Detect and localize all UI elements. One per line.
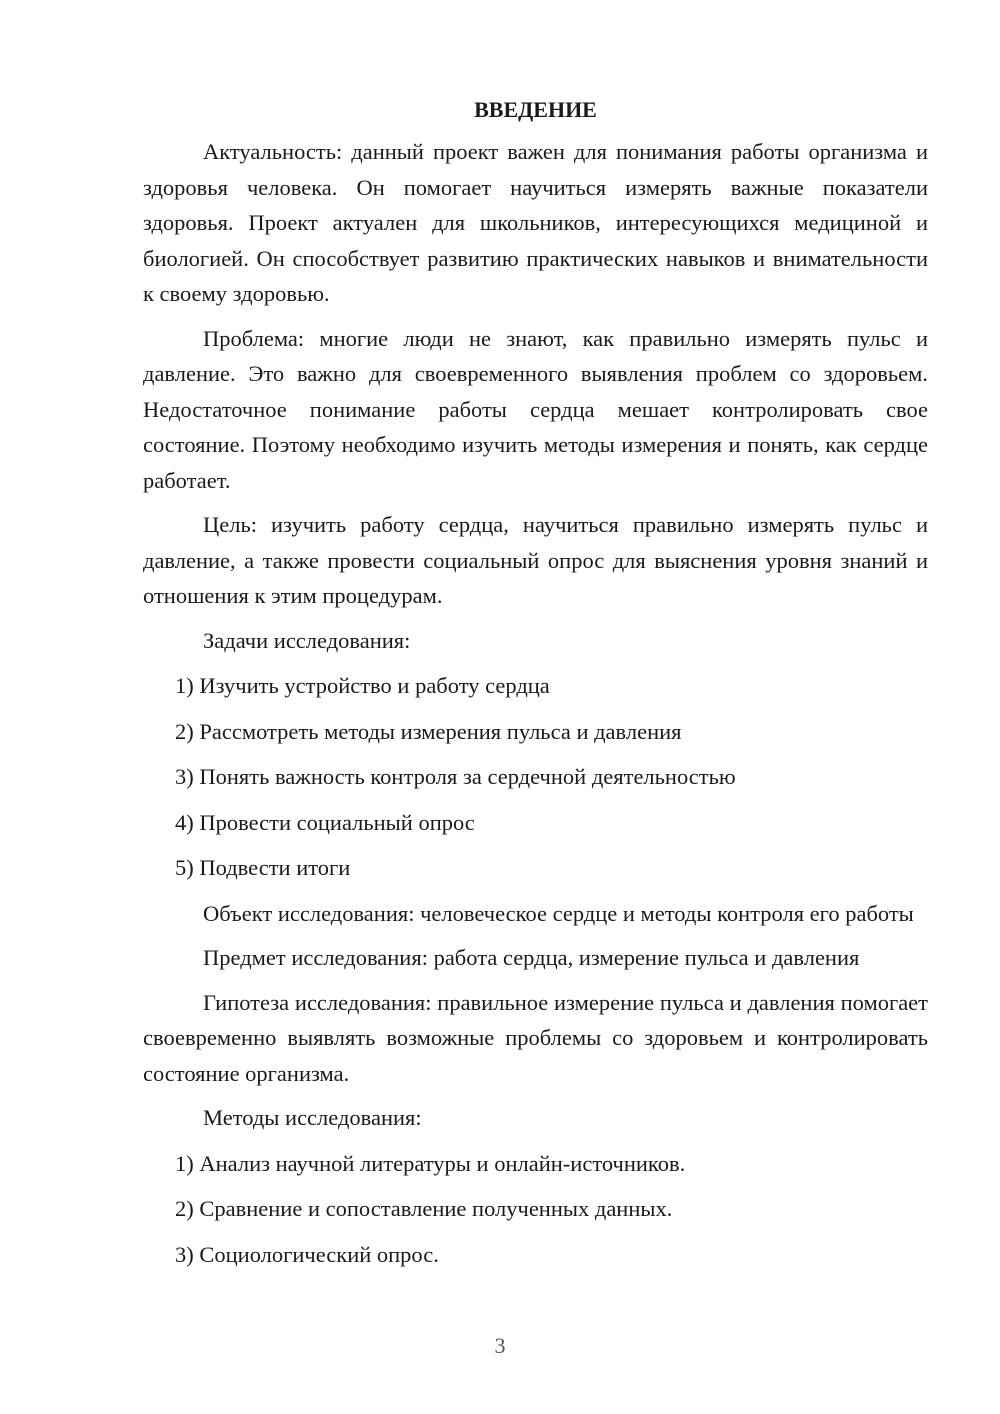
tasks-list — [143, 668, 928, 886]
tasks-heading: Задачи исследования: — [203, 627, 411, 653]
method-item: 2) Сравнение и сопоставление полученных данных. — [175, 1196, 673, 1221]
page-content — [143, 94, 928, 1282]
page-number: 3 — [494, 1333, 506, 1358]
problem-paragraph: Проблема: многие люди не знают, как правильно измерять пульс и давление. Это важно для своевременного выявления проблем со здоровьем. Недостаточное понимание работы сердца мешает контролировать свое состояние. Поэтому необходимо изучить методы измерения и понять, как сердце работает. — [143, 325, 928, 493]
task-item: 2) Рассмотреть методы измерения пульса и давления — [175, 718, 682, 744]
methods-heading: Методы исследования: — [203, 1105, 422, 1130]
task-item: 5) Подвести итоги — [175, 855, 351, 880]
methods-list — [143, 1146, 928, 1273]
task-item: 1) Изучить устройство и работу сердца — [175, 673, 550, 698]
object-paragraph: Объект исследования: человеческое сердце и методы контроля его работы — [203, 900, 914, 926]
section-title: ВВЕДЕНИЕ — [474, 97, 597, 122]
method-item: 1) Анализ научной литературы и онлайн-источников. — [175, 1150, 686, 1176]
subject-paragraph: Предмет исследования: работа сердца, измерение пульса и давления — [203, 945, 860, 970]
task-item: 4) Провести социальный опрос — [175, 809, 475, 835]
goal-paragraph: Цель: изучить работу сердца, научиться правильно измерять пульс и давление, а также провести социальный опрос для выяснения уровня знаний и отношения к этим процедурам. — [143, 512, 928, 608]
hypothesis-paragraph: Гипотеза исследования: правильное измерение пульса и давления помогает своевременно выявлять возможные проблемы со здоровьем и контролировать состояние организма. — [143, 989, 928, 1086]
task-item: 3) Понять важность контроля за сердечной деятельностью — [175, 764, 736, 789]
relevance-paragraph: Актуальность: данный проект важен для понимания работы организма и здоровья человека. Он помогает научиться измерять важные показатели здоровья. Проект актуален для школьников, интересующихся медициной и биологией. Он способствует развитию практических навыков и внимательности к своему здоровью. — [143, 139, 928, 306]
method-item: 3) Социологический опрос. — [175, 1241, 439, 1267]
